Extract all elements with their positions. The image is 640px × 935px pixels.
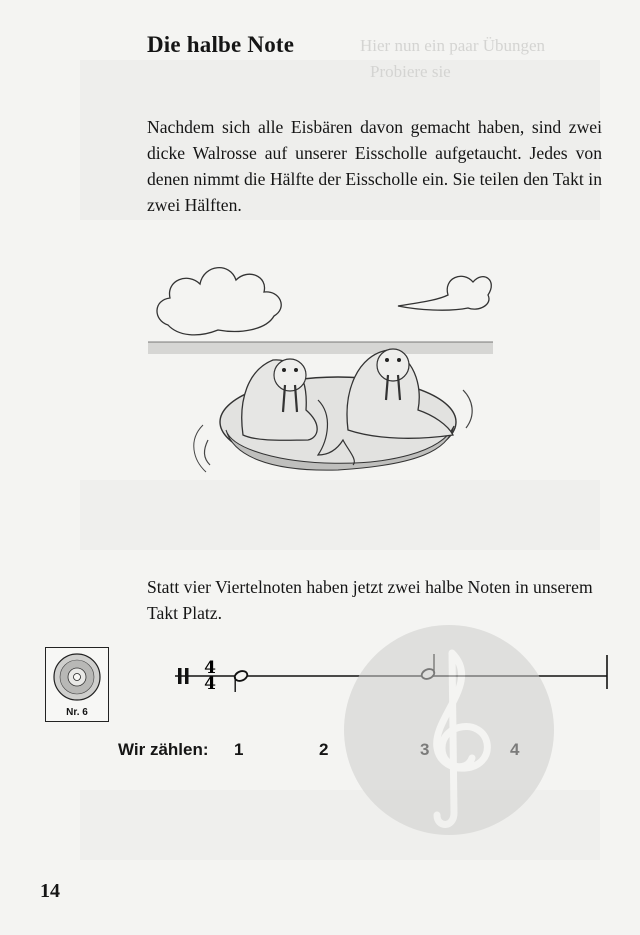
page-number: 14 — [40, 880, 60, 902]
treble-clef-watermark — [342, 623, 557, 838]
time-signature-bottom: 4 — [204, 674, 216, 692]
count-2: 2 — [319, 740, 329, 759]
explanation-paragraph: Statt vier Viertelnoten haben jetzt zwei halbe Noten in unserem Takt Platz. — [147, 577, 593, 623]
counting-label: Wir zählen: — [118, 740, 209, 759]
cloud-left — [157, 268, 281, 335]
cd-icon — [46, 648, 108, 706]
count-1: 1 — [234, 740, 244, 759]
half-note — [233, 669, 248, 692]
cloud-right — [398, 276, 491, 310]
bleed-through-text: Probiere sie — [370, 62, 451, 81]
cd-track-label: Nr. 6 — [66, 707, 88, 718]
page-title: Die halbe Note — [147, 32, 295, 57]
walrus-illustration — [148, 250, 493, 500]
cd-track-box[interactable] — [45, 647, 109, 722]
bleed-through-text: Hier nun ein paar Übungen — [360, 36, 546, 55]
time-signature-top: 4 — [204, 658, 216, 678]
percussion-clef — [178, 668, 182, 684]
intro-paragraph: Nachdem sich alle Eisbären davon gemacht haben, sind zwei dicke Walrosse auf unserer Eisscholle aufgetaucht. Jedes von denen nimmt die Hälfte der Eisscholle ein. Sie teilen den Takt in zwei Hälften. — [147, 117, 602, 215]
